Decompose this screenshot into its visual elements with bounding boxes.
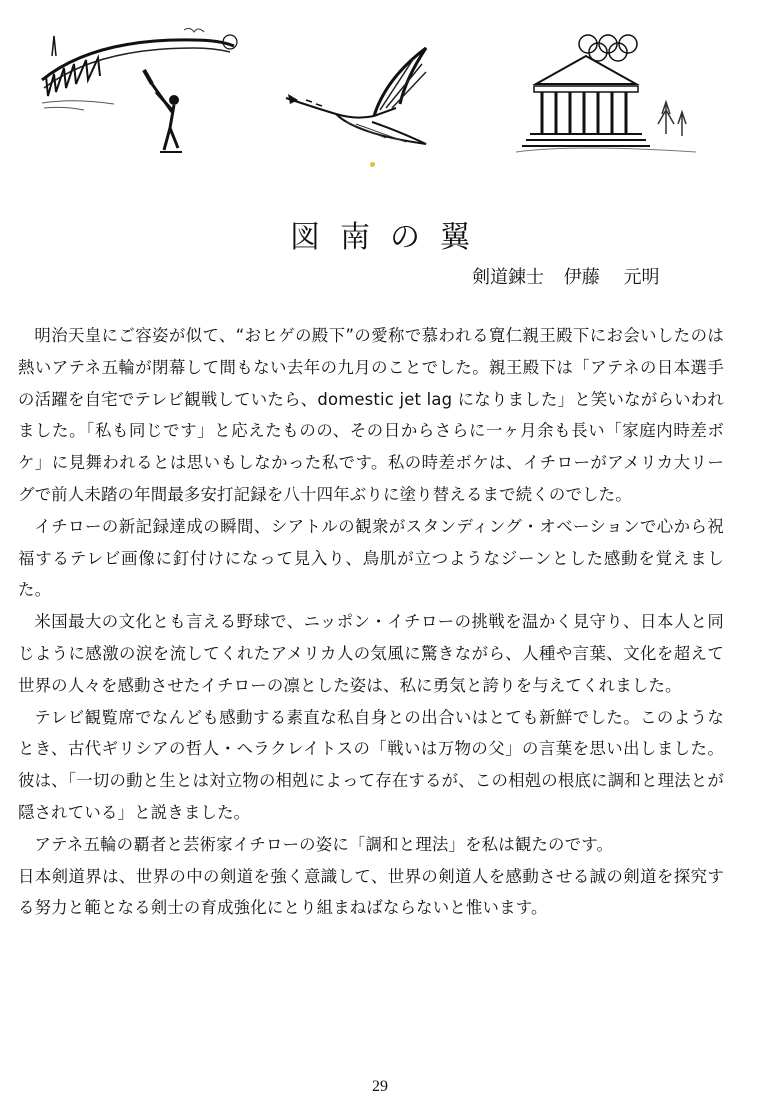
decorative-dot [370,162,375,167]
paragraph: 明治天皇にご容姿が似て、“おヒゲの殿下”の愛称で慕われる寛仁親王殿下にお会いしたのは熱いアテネ五輪が閉幕して間もない去年の九月のことでした。親王殿下は「アテネの日本選手の活躍を自宅でテレビ観戦していたら、domestic jet lag になりました」と笑いながらいわれました。「私も同じです」と応えたものの、その日からさらに一ヶ月余も長い「家庭内時差ボケ」に見舞われるとは思いもしなかった私です。私の時差ボケは、イチローがアメリカ大リーグで前人未踏の年間最多安打記録を八十四年ぶりに塗り替えるまで続くのでした。 [18,326,724,504]
author-surname: 伊藤 [563,267,600,288]
stadium-batter-sketch [34,18,249,160]
paragraph: イチローの新記録達成の瞬間、シアトルの観衆がスタンディング・オベーションで心から祝福するテレビ画像に釘付けになって見入り、鳥肌が立つようなジーンとした感動を覚えました。 [18,516,724,600]
paragraph: テレビ観覧席でなんども感動する素直な私自身との出合いはとても新鮮でした。このようなとき、古代ギリシアの哲人・ヘラクレイトスの「戦いは万物の父」の言葉を思い出しました。彼は、「一切の動と生とは対立物の相剋によって存在するが、この相剋の根底に調和と理法とが隠されている」と説きました。 [18,707,724,822]
page-number: 29 [372,1078,388,1095]
soaring-bird-sketch [276,38,446,156]
paragraph: アテネ五輪の覇者と芸術家イチローの姿に「調和と理法」を私は観たのです。 [34,834,614,854]
author-line [472,263,659,289]
header-illustrations [0,18,760,168]
author-given-name: 元明 [623,267,660,288]
paragraph: 米国最大の文化とも言える野球で、ニッポン・イチローの挑戦を温かく見守り、日本人と同じように感激の涙を流してくれたアメリカ人の気風に驚きながら、人種や言葉、文化を超えて世界の人々を感動させたイチローの凛とした姿は、私に勇気と誇りを与えてくれました。 [18,612,724,695]
article-body [18,320,724,924]
greek-temple-olympic-rings-sketch [516,24,716,160]
paragraph: 日本剣道界は、世界の中の剣道を強く意識して、世界の剣道人を感動させる誠の剣道を探究する努力と範となる剣士の育成強化にとり組まねばならないと惟います。 [18,866,724,918]
page-title: 図南の翼 [290,220,490,256]
author-rank: 剣道錬士 [472,267,544,288]
